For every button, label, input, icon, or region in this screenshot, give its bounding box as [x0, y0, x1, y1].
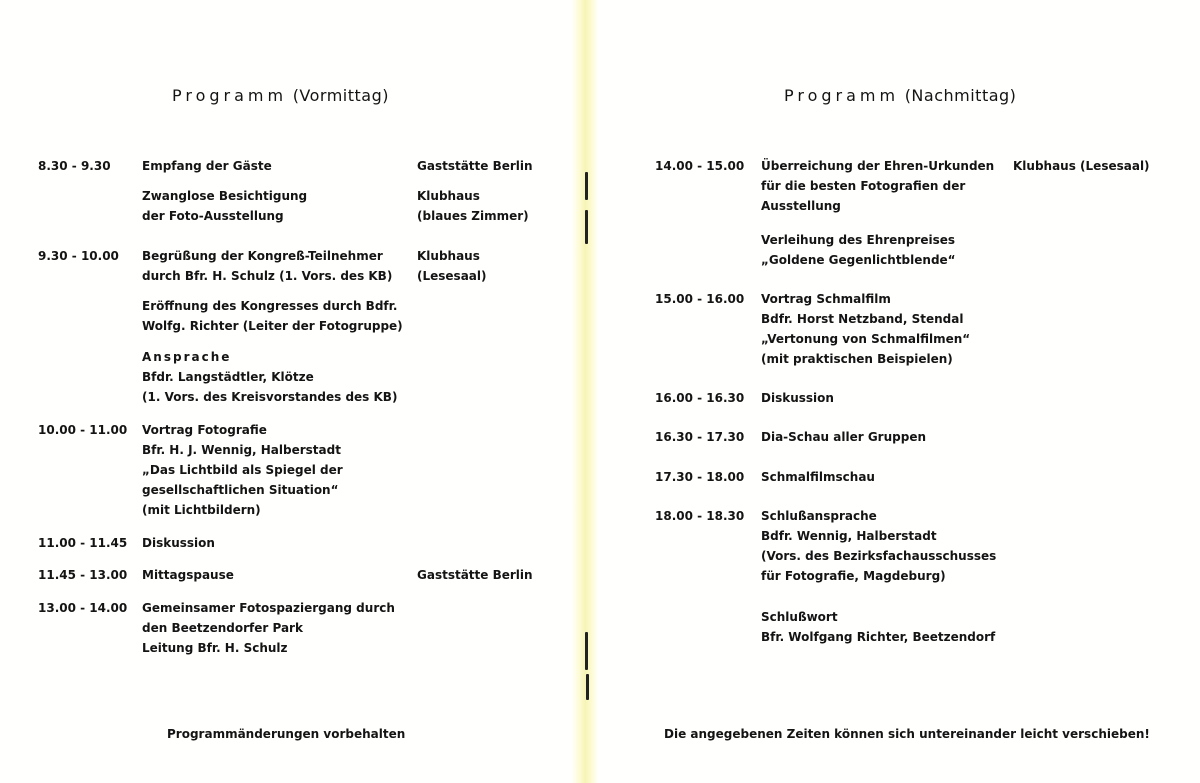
location-line: (blaues Zimmer) [417, 209, 529, 223]
page-title-morning [172, 86, 389, 105]
title-word: Programm [784, 86, 900, 105]
entry-time: 11.00 - 11.45 [38, 536, 128, 550]
description-line: den Beetzendorfer Park [142, 621, 303, 635]
description-line: „Vertonung von Schmalfilmen“ [761, 332, 971, 346]
fold-mark [585, 632, 588, 670]
description-line: Eröffnung des Kongresses durch Bdfr. [142, 299, 398, 313]
entry-description [142, 296, 403, 336]
entry-description [142, 565, 234, 585]
description-line: Vortrag Fotografie [142, 423, 267, 437]
description-line: Bdfr. Horst Netzband, Stendal [761, 312, 964, 326]
description-line: Überreichung der Ehren-Urkunden [761, 159, 995, 173]
description-line: Schlußansprache [761, 509, 877, 523]
entry-time: 16.30 - 17.30 [655, 430, 745, 444]
description-line: Ausstellung [761, 199, 841, 213]
entry-description [142, 420, 343, 520]
entry-description [142, 156, 272, 176]
description-line: Bfr. Wolfgang Richter, Beetzendorf [761, 630, 996, 644]
entry-description [761, 467, 875, 487]
entry-description [142, 246, 392, 286]
entry-location [417, 246, 487, 286]
description-line: (mit Lichtbildern) [142, 503, 261, 517]
entry-time: 18.00 - 18.30 [655, 509, 745, 523]
entry-description [761, 388, 834, 408]
entry-time: 17.30 - 18.00 [655, 470, 745, 484]
description-line: Dia-Schau aller Gruppen [761, 430, 926, 444]
entry-time: 11.45 - 13.00 [38, 568, 128, 582]
location-line: (Lesesaal) [417, 269, 487, 283]
entry-location [1013, 156, 1150, 176]
entry-time: 14.00 - 15.00 [655, 159, 745, 173]
title-suffix: (Vormittag) [292, 86, 389, 105]
description-line: Diskussion [142, 536, 215, 550]
description-line: Vortrag Schmalfilm [761, 292, 891, 306]
description-line: der Foto-Ausstellung [142, 209, 284, 223]
description-line: Bfdr. Langstädtler, Klötze [142, 370, 314, 384]
description-line: für Fotografie, Magdeburg) [761, 569, 946, 583]
entry-description [761, 230, 956, 270]
description-line: Schlußwort [761, 610, 838, 624]
fold-mark [585, 172, 588, 200]
description-line: Schmalfilmschau [761, 470, 875, 484]
page-title-afternoon [784, 86, 1016, 105]
fold-mark [585, 210, 588, 244]
entry-description [142, 186, 307, 226]
description-line: (Vors. des Bezirksfachausschusses [761, 549, 997, 563]
location-line: Klubhaus [417, 189, 480, 203]
fold-mark [586, 674, 589, 700]
description-line: „Das Lichtbild als Spiegel der [142, 463, 343, 477]
title-suffix: (Nachmittag) [904, 86, 1017, 105]
entry-location [417, 156, 533, 176]
location-line: Klubhaus (Lesesaal) [1013, 159, 1150, 173]
entry-time: 16.00 - 16.30 [655, 391, 745, 405]
location-line: Gaststätte Berlin [417, 568, 533, 582]
description-line: „Goldene Gegenlichtblende“ [761, 253, 956, 267]
description-line: Wolfg. Richter (Leiter der Fotogruppe) [142, 319, 403, 333]
description-line: (mit praktischen Beispielen) [761, 352, 953, 366]
description-line: Begrüßung der Kongreß-Teilnehmer [142, 249, 383, 263]
description-line: Verleihung des Ehrenpreises [761, 233, 956, 247]
entry-location [417, 565, 533, 585]
description-line: Leitung Bfr. H. Schulz [142, 641, 288, 655]
title-word: Programm [172, 86, 288, 105]
description-line: Bfr. H. J. Wennig, Halberstadt [142, 443, 341, 457]
description-line: Diskussion [761, 391, 834, 405]
entry-description [761, 607, 995, 647]
entry-location [417, 186, 529, 226]
description-line: Empfang der Gäste [142, 159, 272, 173]
location-line: Klubhaus [417, 249, 480, 263]
entry-description [761, 156, 994, 216]
description-line: Bdfr. Wennig, Halberstadt [761, 529, 937, 543]
description-line: durch Bfr. H. Schulz (1. Vors. des KB) [142, 269, 393, 283]
description-line: Gemeinsamer Fotospaziergang durch [142, 601, 395, 615]
entry-description [142, 598, 395, 658]
entry-time: 15.00 - 16.00 [655, 292, 745, 306]
description-line: Mittagspause [142, 568, 234, 582]
entry-description [761, 506, 996, 586]
description-line: für die besten Fotografien der [761, 179, 966, 193]
location-line: Gaststätte Berlin [417, 159, 533, 173]
description-line: Ansprache [142, 350, 232, 364]
description-line: gesellschaftlichen Situation“ [142, 483, 339, 497]
entry-description [761, 427, 926, 447]
footer-note: Programmänderungen vorbehalten [167, 727, 406, 741]
entry-time: 13.00 - 14.00 [38, 601, 128, 615]
entry-time: 10.00 - 11.00 [38, 423, 128, 437]
entry-time: 9.30 - 10.00 [38, 249, 119, 263]
entry-description [142, 533, 215, 553]
description-line: (1. Vors. des Kreisvorstandes des KB) [142, 390, 398, 404]
description-line: Zwanglose Besichtigung [142, 189, 308, 203]
footer-note: Die angegebenen Zeiten können sich untereinander leicht verschieben! [664, 727, 1150, 741]
entry-description [761, 289, 970, 369]
entry-description [142, 347, 397, 407]
entry-time: 8.30 - 9.30 [38, 159, 111, 173]
